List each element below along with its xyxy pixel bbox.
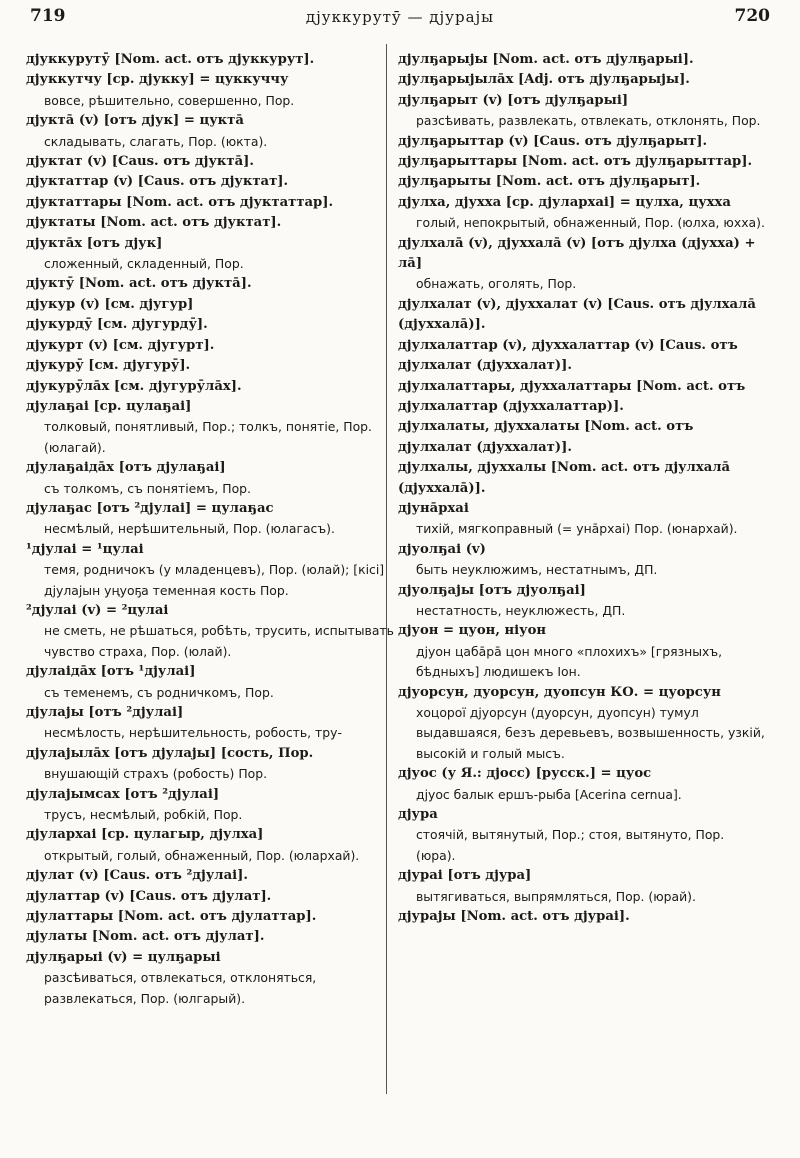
entry-headword: дјуккурутӯ [Nom. act. отъ дјуккурут]. bbox=[26, 52, 315, 67]
dictionary-entry bbox=[26, 825, 394, 866]
running-title: дјуккурутӯ — дјурајы bbox=[305, 8, 495, 26]
entry-definition: вытягиваться, выпрямляться, Пор. (юрай). bbox=[416, 888, 696, 904]
page-number-left: 719 bbox=[30, 6, 66, 26]
entry-headword: дјураі [отъ дјура] bbox=[398, 868, 532, 884]
dictionary-entry bbox=[398, 336, 766, 377]
entry-definition: хоцорої дјуорсун (дуорсун, дуопсун) тумул выдавшаяся, безъ деревьевъ, возвышенность, узкій, высокій и голый мысъ. bbox=[416, 705, 765, 761]
entry-headword: дјулҕарыт (v) [отъ дјулҕарыі] bbox=[398, 92, 629, 108]
entry-headword: дјурајы [Nom. act. отъ дјураі]. bbox=[398, 909, 630, 925]
dictionary-entry bbox=[398, 193, 766, 234]
entry-definition: дјуон цаба̄ра̄ цон много «плохихъ» [грязныхъ, бѣдныхъ] людишекъ Іон. bbox=[416, 643, 723, 680]
dictionary-entry bbox=[398, 764, 766, 805]
dictionary-entry bbox=[26, 540, 394, 601]
dictionary-entry bbox=[26, 458, 394, 499]
dictionary-entry bbox=[26, 907, 394, 927]
entry-definition: быть неуклюжимъ, нестатнымъ, ДП. bbox=[416, 562, 658, 578]
entry-definition: нестатность, неуклюжесть, ДП. bbox=[416, 602, 626, 618]
entry-headword: дјуктӯ [Nom. act. отъ дјукта̄]. bbox=[26, 276, 252, 292]
entry-headword: дјулајыла̄х [отъ дјулајы] [сость, Пор. bbox=[26, 745, 314, 761]
dictionary-entry bbox=[398, 907, 766, 927]
entry-headword: дјулаҕас [отъ ²дјулаі] = цулаҕас bbox=[26, 500, 274, 516]
entry-headword: дјулхалаты, дјуххалаты [Nom. act. отъ дјулхалат (дјуххалат)]. bbox=[398, 419, 694, 455]
dictionary-entry bbox=[26, 397, 394, 458]
entry-headword: ¹дјулаі = ¹цулаі bbox=[26, 541, 144, 557]
dictionary-entry bbox=[26, 866, 394, 886]
entry-definition: голый, непокрытый, обнаженный, Пор. (юлха, юхха). bbox=[416, 215, 765, 231]
entry-headword: дјуктаттар (v) [Caus. отъ дјуктат]. bbox=[26, 174, 289, 190]
left-column bbox=[26, 50, 394, 1009]
dictionary-entry bbox=[398, 417, 766, 458]
dictionary-entry bbox=[26, 274, 394, 294]
entry-definition: съ теменемъ, съ родничкомъ, Пор. bbox=[44, 684, 274, 700]
dictionary-entry bbox=[398, 581, 766, 622]
dictionary-entry bbox=[398, 91, 766, 132]
entry-headword: дјулаҕаі [ср. цулаҕаі] bbox=[26, 398, 192, 414]
entry-definition: съ толкомъ, съ понятіемъ, Пор. bbox=[44, 480, 251, 496]
dictionary-entry bbox=[26, 295, 394, 315]
dictionary-entry bbox=[26, 499, 394, 540]
dictionary-entry bbox=[26, 887, 394, 907]
dictionary-entry bbox=[26, 356, 394, 376]
entry-definition: не сметь, не рѣшаться, робѣть, трусить, испытывать чувство страха, Пор. (юлай). bbox=[44, 623, 394, 659]
dictionary-entry bbox=[398, 70, 766, 90]
entry-definition: несмѣлый, нерѣшительный, Пор. (юлагасъ). bbox=[44, 521, 335, 537]
dictionary-entry bbox=[398, 295, 766, 336]
entry-headword: дјулҕарыты [Nom. act. отъ дјулҕарыт]. bbox=[398, 174, 701, 190]
right-column bbox=[398, 50, 766, 927]
entry-headword: дјуорсун, дуорсун, дуопсун КО. = цуорсун bbox=[398, 684, 721, 700]
entry-definition: сложенный, складенный, Пор. bbox=[44, 256, 244, 272]
dictionary-entry bbox=[26, 70, 394, 111]
entry-definition: вовсе, рѣшительно, совершенно, Пор. bbox=[44, 92, 295, 108]
dictionary-entry bbox=[398, 50, 766, 70]
entry-headword: дјуктаты [Nom. act. отъ дјуктат]. bbox=[26, 215, 282, 231]
entry-headword: дјулҕарыі (v) = цулҕарыі bbox=[26, 949, 221, 965]
entry-definition: складывать, слагать, Пор. (юкта). bbox=[44, 133, 268, 149]
dictionary-entry bbox=[26, 193, 394, 213]
dictionary-entry bbox=[26, 785, 394, 826]
dictionary-entry bbox=[26, 948, 394, 1009]
dictionary-entry bbox=[398, 866, 766, 907]
entry-headword: дјулҕарыјы [Nom. act. отъ дјулҕарыі]. bbox=[398, 52, 694, 67]
entry-headword: дјукур (v) [см. дјугур] bbox=[26, 296, 194, 312]
entry-headword: дјулат (v) [Caus. отъ ²дјулаі]. bbox=[26, 868, 248, 884]
dictionary-entry bbox=[26, 234, 394, 275]
page-header bbox=[30, 6, 770, 34]
dictionary-entry bbox=[398, 458, 766, 499]
entry-headword: дјукурдӯ [см. дјугурдӯ]. bbox=[26, 317, 208, 333]
entry-headword: дјулҕарыјыла̄х [Adj. отъ дјулҕарыјы]. bbox=[398, 72, 690, 88]
dictionary-entry bbox=[26, 152, 394, 172]
entry-headword: дјулха, дјухха [ср. дјулархаі] = цулха, цухха bbox=[398, 194, 731, 210]
entry-definition: толковый, понятливый, Пор.; толкъ, понятіе, Пор. (юлагай). bbox=[44, 419, 372, 455]
entry-definition: несмѣлость, нерѣшительность, робость, тру- bbox=[44, 725, 342, 741]
entry-headword: дјукта̄ (v) [отъ дјук] = цукта̄ bbox=[26, 113, 244, 129]
entry-headword: дјуккутчу [ср. дјукку] = цуккуччу bbox=[26, 72, 289, 88]
entry-definition: темя, родничокъ (у младенцевъ), Пор. (юлай); [кісі] дјулајын уңуоҕа теменная кость Пор. bbox=[44, 562, 385, 598]
entry-headword: дјуон = цуон, ніуон bbox=[398, 623, 547, 639]
dictionary-entry bbox=[26, 336, 394, 356]
dictionary-entry bbox=[398, 172, 766, 192]
entry-definition: обнажать, оголять, Пор. bbox=[416, 276, 577, 292]
entry-headword: дјулхалы, дјуххалы [Nom. act. отъ дјулхала̄ (дјуххала̄)]. bbox=[398, 460, 731, 496]
dictionary-entry bbox=[398, 805, 766, 866]
entry-definition: дјуос балык ершъ-рыба [Acerina cernua]. bbox=[416, 786, 682, 802]
dictionary-entry bbox=[26, 172, 394, 192]
entry-definition: стоячій, вытянутый, Пор.; стоя, вытянуто, Пор. (юра). bbox=[416, 827, 725, 863]
entry-headword: дјулаҕаіда̄х [отъ дјулаҕаі] bbox=[26, 460, 226, 476]
entry-headword: дјура bbox=[398, 807, 438, 823]
entry-headword: дјукурт (v) [см. дјугурт]. bbox=[26, 337, 215, 353]
entry-headword: дјуос (у Я.: дјосс) [русск.] = цуос bbox=[398, 766, 652, 782]
entry-headword: дјулҕарыттары [Nom. act. отъ дјулҕарыттар]. bbox=[398, 154, 753, 170]
dictionary-entry bbox=[398, 499, 766, 540]
entry-headword: дјукта̄х [отъ дјук] bbox=[26, 235, 163, 251]
page-number-right: 720 bbox=[734, 6, 770, 26]
entry-headword: дјулҕарыттар (v) [Caus. отъ дјулҕарыт]. bbox=[398, 133, 708, 149]
entry-headword: дјуктат (v) [Caus. отъ дјукта̄]. bbox=[26, 154, 254, 170]
dictionary-entry bbox=[26, 50, 394, 70]
entry-headword: дјулхалат (v), дјуххалат (v) [Caus. отъ дјулхала̄ (дјуххала̄)]. bbox=[398, 296, 756, 333]
dictionary-entry bbox=[398, 621, 766, 682]
entry-headword: дјуолҕајы [отъ дјуолҕаі] bbox=[398, 582, 586, 598]
dictionary-entry bbox=[398, 377, 766, 418]
dictionary-entry bbox=[26, 662, 394, 703]
entry-definition: открытый, голый, обнаженный, Пор. (юлархай). bbox=[44, 847, 360, 863]
dictionary-entry bbox=[26, 377, 394, 397]
dictionary-entry bbox=[398, 683, 766, 765]
entry-headword: дјулаіда̄х [отъ ¹дјулаі] bbox=[26, 664, 196, 680]
entry-headword: дјулаттары [Nom. act. отъ дјулаттар]. bbox=[26, 909, 317, 925]
dictionary-entry bbox=[398, 540, 766, 581]
entry-headword: дјуолҕаі (v) bbox=[398, 541, 486, 557]
entry-definition: разсѣивать, развлекать, отвлекать, отклонять, Пор. bbox=[416, 113, 761, 129]
entry-headword: дјулхалаттары, дјуххалаттары [Nom. act. отъ дјулхалаттар (дјуххалаттар)]. bbox=[398, 378, 746, 414]
entry-headword: дјукурӯ [см. дјугурӯ]. bbox=[26, 358, 191, 374]
entry-definition: трусъ, несмѣлый, робкій, Пор. bbox=[44, 807, 243, 823]
entry-headword: дјулајымсах [отъ ²дјулаі] bbox=[26, 786, 220, 802]
dictionary-entry bbox=[26, 213, 394, 233]
entry-headword: ²дјулаі (v) = ²цулаі bbox=[26, 602, 169, 618]
entry-headword: дјуктаттары [Nom. act. отъ дјуктаттар]. bbox=[26, 194, 334, 210]
entry-definition: разсѣиваться, отвлекаться, отклоняться, развлекаться, Пор. (юлгарый). bbox=[44, 970, 317, 1006]
entry-headword: дјулаттар (v) [Caus. отъ дјулат]. bbox=[26, 888, 272, 904]
dictionary-entry bbox=[26, 111, 394, 152]
entry-definition: внушающій страхъ (робость) Пор. bbox=[44, 766, 268, 782]
dictionary-entry bbox=[26, 927, 394, 947]
entry-headword: дјулхала̄ (v), дјуххала̄ (v) [отъ дјулха (дјухха) + ла̄] bbox=[398, 235, 756, 272]
dictionary-entry bbox=[398, 152, 766, 172]
entry-headword: дјукурӯла̄х [см. дјугурӯла̄х]. bbox=[26, 378, 242, 394]
dictionary-entry bbox=[398, 132, 766, 152]
entry-headword: дјулхалаттар (v), дјуххалаттар (v) [Caus. отъ дјулхалат (дјуххалат)]. bbox=[398, 337, 738, 374]
dictionary-entry bbox=[26, 315, 394, 335]
entry-headword: дјулаты [Nom. act. отъ дјулат]. bbox=[26, 929, 265, 945]
dictionary-entry bbox=[398, 234, 766, 295]
entry-definition: тихій, мягкоправный (= уна̄рхаі) Пор. (юнархай). bbox=[416, 521, 738, 537]
dictionary-entry bbox=[26, 703, 394, 744]
entry-headword: дјулајы [отъ ²дјулаі] bbox=[26, 705, 184, 720]
dictionary-entry bbox=[26, 744, 394, 785]
dictionary-entry bbox=[26, 601, 394, 662]
entry-headword: дјуна̄рхаі bbox=[398, 500, 469, 516]
entry-headword: дјулархаі [ср. цулагыр, дјулха] bbox=[26, 827, 264, 843]
